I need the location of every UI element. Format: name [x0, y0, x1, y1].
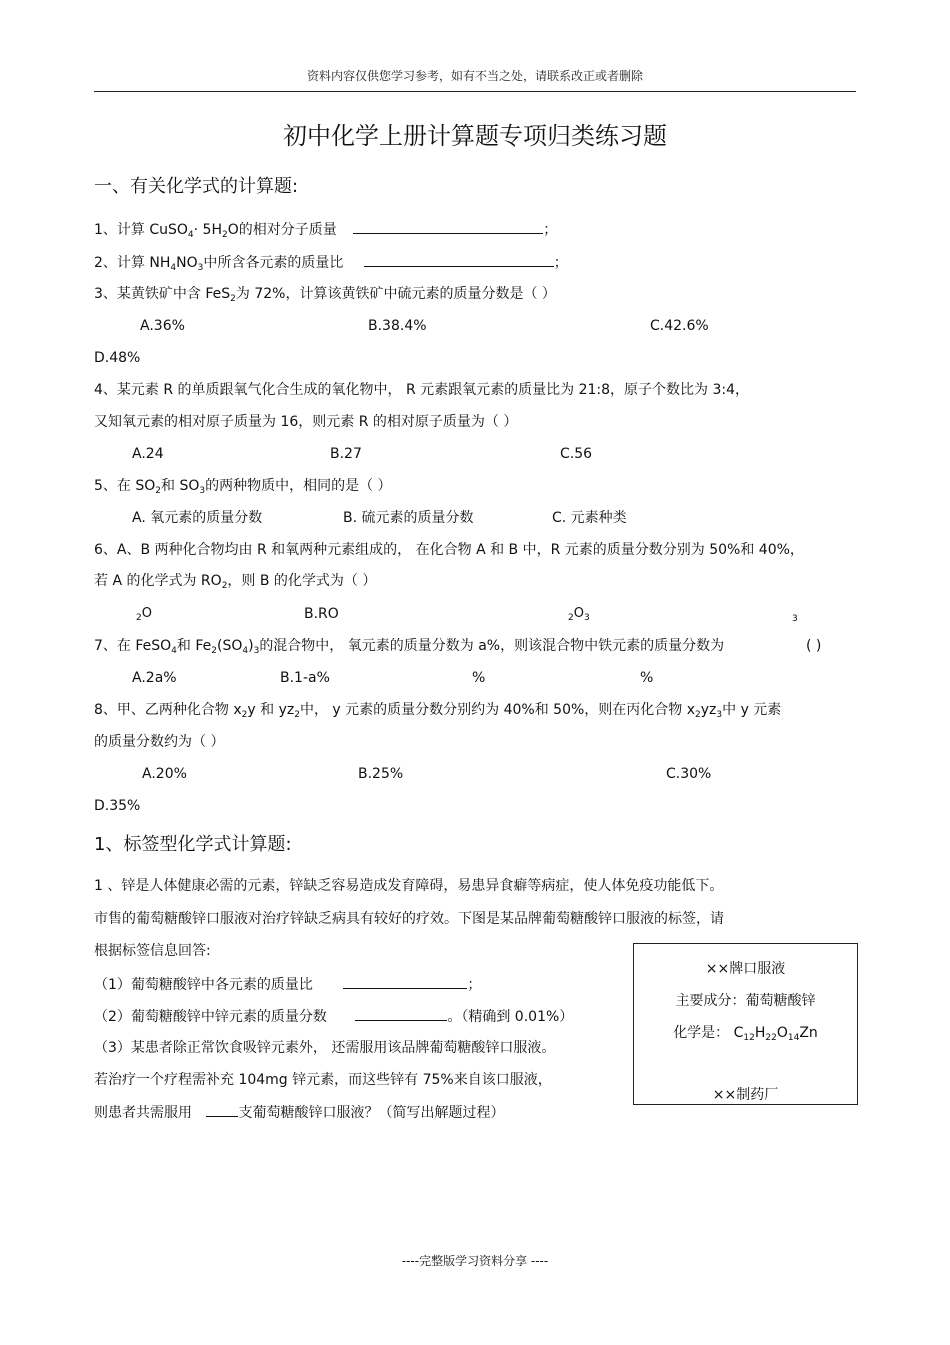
q1-end: ； — [543, 222, 558, 238]
q7-option-b[interactable]: B.1-a% — [280, 670, 330, 686]
subquestion-2 — [94, 1006, 573, 1027]
label-formula-zn: Zn — [799, 1025, 818, 1041]
q7-text-c: (SO — [217, 638, 243, 654]
s1-end: ； — [467, 977, 482, 993]
label-brand: ××牌口服液 — [705, 961, 786, 977]
q8-text-a: 8、甲、乙两种化合物 x — [94, 702, 242, 718]
q7-text-a: 7、在 FeSO — [94, 638, 172, 654]
label-ingredient: 主要成分：葡萄糖酸锌 — [675, 993, 816, 1009]
question-6-line-2 — [94, 571, 376, 593]
page-header: 资料内容仅供您学习参考，如有不当之处，请联系改正或者删除 — [306, 69, 643, 83]
product-label-box — [633, 943, 858, 1105]
q3-option-b[interactable]: B.38.4% — [368, 318, 427, 334]
q5-sub2: 3 — [199, 486, 206, 496]
q7-text-b: 和 Fe — [176, 638, 212, 654]
s5-text-a: 则患者共需服用 — [94, 1105, 192, 1121]
q7-sub3: 4 — [242, 646, 249, 656]
q7-answer-paren: ( ) — [806, 638, 822, 654]
question-2 — [94, 252, 568, 275]
q7-sub2: 2 — [211, 646, 217, 656]
q3-sub: 2 — [230, 294, 236, 304]
label-formula-sub2: 22 — [765, 1033, 777, 1043]
s3-answer-blank[interactable] — [206, 1102, 238, 1117]
s1-text: （1）葡萄糖酸锌中各元素的质量比 — [94, 977, 313, 993]
q8-option-b[interactable]: B.25% — [358, 766, 404, 782]
q2-text-c: 中所含各元素的质量比 — [203, 255, 344, 271]
page-title: 初中化学上册计算题专项归类练习题 — [283, 122, 667, 150]
q8-option-d[interactable]: D.35% — [94, 798, 141, 814]
q8-sub2: 2 — [294, 710, 300, 720]
q1-sub: 4 — [187, 230, 194, 240]
q6-option-a[interactable]: $_2$O — [136, 606, 152, 623]
q6-c-sub: 2 — [568, 613, 574, 623]
q6-text-a: 若 A 的化学式为 RO — [94, 573, 222, 589]
q3-text-a: 3、某黄铁矿中含 FeS — [94, 286, 231, 302]
subquestion-3-line-2: 若治疗一个疗程需补充 104mg 锌元素，而这些锌有 75%来自该口服液， — [94, 1072, 552, 1088]
q7-text-e: 的混合物中， 氧元素的质量分数为 a%，则该混合物中铁元素的质量分数为 — [259, 638, 725, 654]
problem-intro-1: 1 、锌是人体健康必需的元素，锌缺乏容易造成发育障碍，易患异食癖等病症，使人体免疫功能低下。 — [94, 878, 724, 894]
q5-text-a: 5、在 SO — [94, 478, 156, 494]
q1-answer-blank[interactable] — [353, 219, 543, 234]
q2-sub2: 3 — [197, 263, 204, 273]
q8-sub: 2 — [241, 710, 248, 720]
q3-text-b: 为 72%，计算该黄铁矿中硫元素的质量分数是（ ） — [235, 286, 556, 302]
question-4-line-2: 又知氧元素的相对原子质量为 16，则元素 R 的相对原子质量为（ ） — [94, 414, 518, 430]
q5-text-b: 和 SO — [161, 478, 200, 494]
question-7 — [94, 636, 724, 658]
question-4-line-1: 4、某元素 R 的单质跟氧气化合生成的氧化物中， R 元素跟氧元素的质量比为 21:8，原子个数比为 3:4， — [94, 382, 750, 398]
q1-text-b: · 5H — [193, 222, 222, 238]
q8-text-e: 中 y 元素 — [722, 702, 782, 718]
question-1 — [94, 219, 557, 242]
q7-option-c[interactable]: % — [472, 670, 486, 686]
label-formula — [634, 1022, 857, 1042]
q1-text-c: O的相对分子质量 — [227, 222, 337, 238]
q5-option-b[interactable]: B. 硫元素的质量分数 — [343, 510, 474, 526]
s1-answer-blank[interactable] — [343, 974, 467, 989]
label-formula-a: 化学是： C — [673, 1025, 744, 1041]
question-6-line-1: 6、A、B 两种化合物均由 R 和氧两种元素组成的， 在化合物 A 和 B 中，R 元素的质量分数分别为 50%和 40%， — [94, 542, 804, 558]
q5-text-c: 的两种物质中，相同的是（ ） — [205, 478, 392, 494]
label-formula-h: H — [754, 1025, 766, 1041]
q2-answer-blank[interactable] — [364, 252, 554, 267]
q6-option-d[interactable] — [792, 604, 798, 626]
subquestion-3-line-3 — [94, 1102, 504, 1123]
q1-sub2: 2 — [222, 230, 228, 240]
q8-sub3: 2 — [695, 710, 701, 720]
q6-c-sub2: 3 — [583, 613, 590, 623]
question-8-line-1 — [94, 700, 781, 722]
q2-sub: 4 — [170, 263, 177, 273]
q6-option-b[interactable]: B.RO — [304, 606, 339, 622]
header-rule — [94, 91, 856, 92]
question-5 — [94, 476, 392, 498]
q6-a-sub: 2 — [136, 613, 142, 623]
q6-option-c[interactable]: $_2O_3$ — [568, 606, 590, 623]
q5-option-c[interactable]: C. 元素种类 — [552, 510, 627, 526]
q1-text-a: 1、计算 CuSO — [94, 222, 188, 238]
q2-text-a: 2、计算 NH — [94, 255, 171, 271]
q3-option-c[interactable]: C.42.6% — [650, 318, 709, 334]
label-formula-o: O — [776, 1025, 788, 1041]
q8-option-a[interactable]: A.20% — [142, 766, 187, 782]
q2-end: ； — [553, 255, 568, 271]
q6-sub: 2 — [221, 581, 228, 591]
s2-text: （2）葡萄糖酸锌中锌元素的质量分数 — [94, 1009, 327, 1025]
s2-end: 。（精确到 0.01%） — [447, 1009, 574, 1025]
section-heading-2: 1、标签型化学式计算题: — [94, 834, 292, 855]
problem-intro-2: 市售的葡萄糖酸锌口服液对治疗锌缺乏病具有较好的疗效。下图是某品牌葡萄糖酸锌口服液的标签，请 — [94, 911, 724, 927]
q2-text-b: NO — [176, 255, 198, 271]
label-formula-sub3: 14 — [787, 1033, 800, 1043]
q5-option-a[interactable]: A. 氧元素的质量分数 — [132, 510, 263, 526]
q3-option-a[interactable]: A.36% — [140, 318, 185, 334]
q8-option-c[interactable]: C.30% — [666, 766, 712, 782]
subquestion-1 — [94, 974, 481, 995]
q4-option-c[interactable]: C.56 — [560, 446, 593, 462]
s5-text-b: 支葡萄糖酸锌口服液？（简写出解题过程） — [238, 1105, 505, 1121]
q3-option-d[interactable]: D.48% — [94, 350, 141, 366]
page-footer: ----完整版学习资料分享 ---- — [401, 1254, 549, 1268]
q8-text-d: yz — [700, 702, 717, 718]
q4-option-b[interactable]: B.27 — [330, 446, 362, 462]
s2-answer-blank[interactable] — [355, 1006, 447, 1021]
q6-d-sub: 3 — [792, 614, 798, 624]
q8-text-b: y 和 yz — [247, 702, 295, 718]
q5-sub: 2 — [155, 486, 161, 496]
q4-option-a[interactable]: A.24 — [132, 446, 164, 462]
q7-text-d: ) — [248, 638, 254, 654]
label-formula-sub1: 12 — [743, 1033, 755, 1043]
q7-sub4: 3 — [253, 646, 260, 656]
q6-text-b: ，则 B 的化学式为（ ） — [227, 573, 377, 589]
label-manufacturer: ××制药厂 — [712, 1087, 779, 1103]
subquestion-3-line-1: （3）某患者除正常饮食吸锌元素外， 还需服用该品牌葡萄糖酸锌口服液。 — [94, 1040, 556, 1056]
problem-intro-3: 根据标签信息回答: — [94, 943, 211, 959]
q8-sub4: 3 — [716, 710, 723, 720]
q8-text-c: 中， y 元素的质量分数分别约为 40%和 50%，则在丙化合物 x — [299, 702, 696, 718]
q7-sub: 4 — [171, 646, 177, 656]
section-heading-1: 一、有关化学式的计算题: — [94, 176, 299, 197]
q7-option-a[interactable]: A.2a% — [132, 670, 177, 686]
q7-option-d[interactable]: % — [640, 670, 654, 686]
question-3 — [94, 284, 556, 306]
question-8-line-2: 的质量分数约为（ ） — [94, 734, 225, 750]
